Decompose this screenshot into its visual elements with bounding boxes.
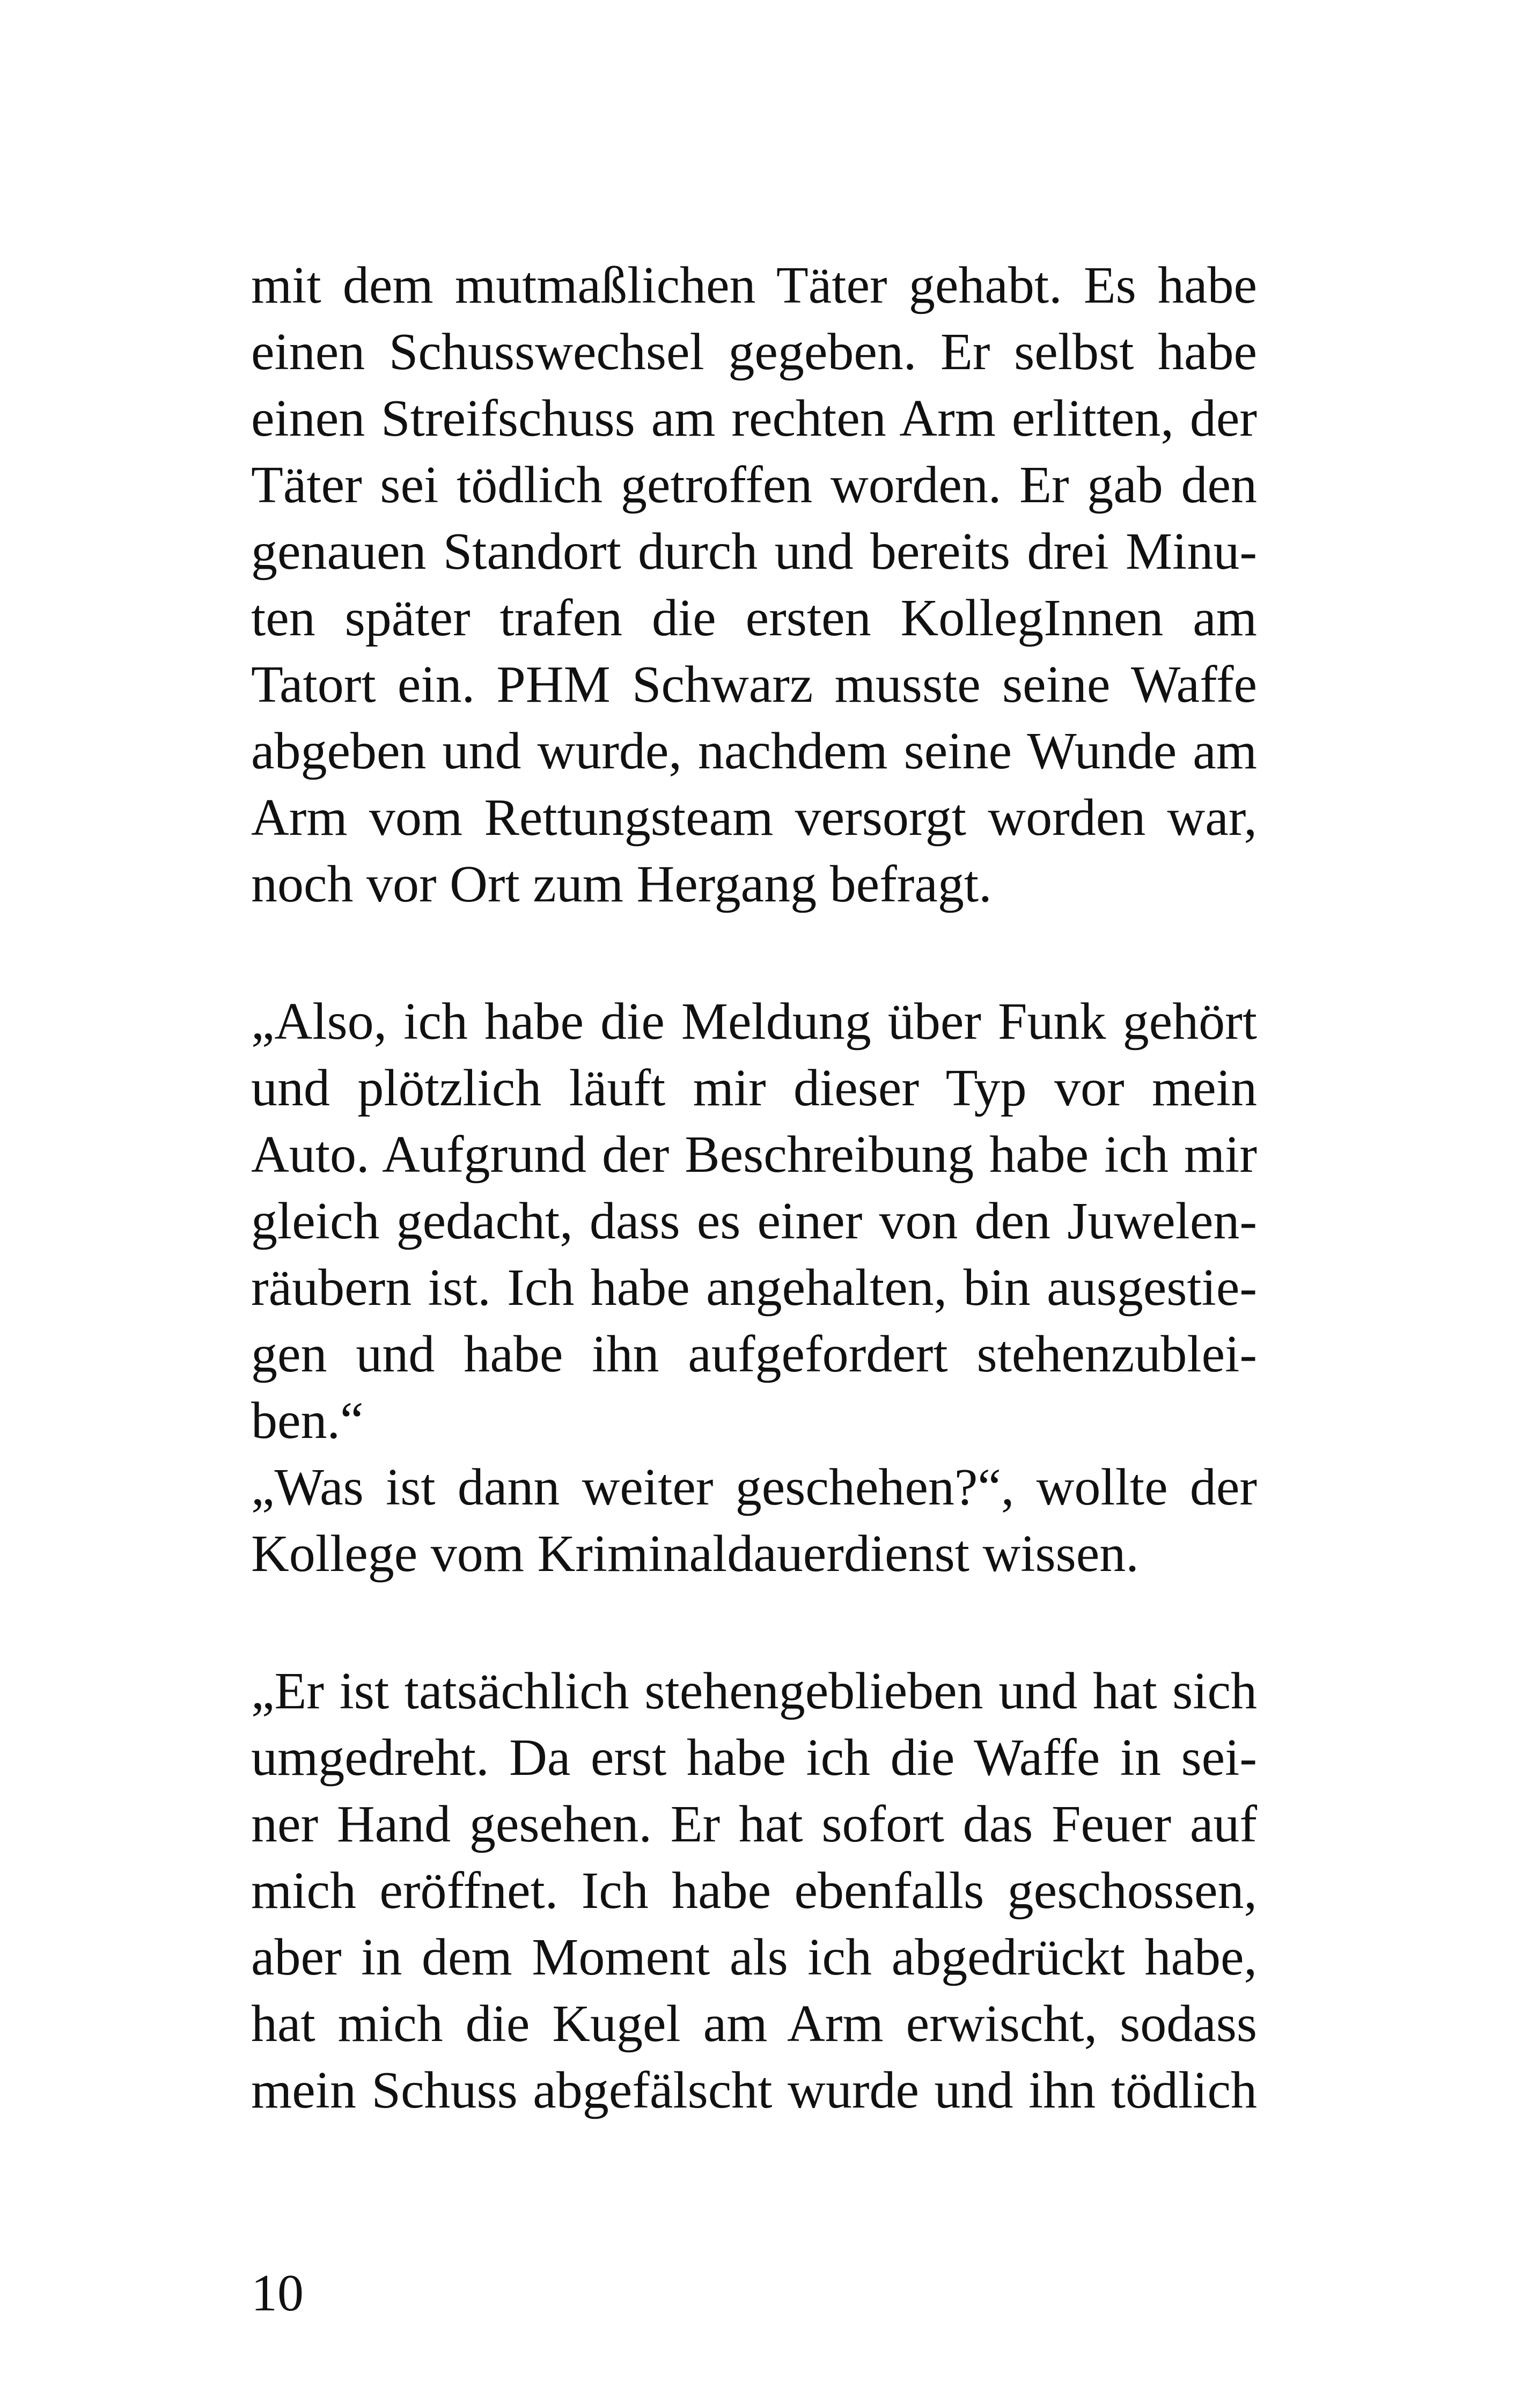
page-number: 10 [251, 2264, 304, 2322]
paragraph-2 [251, 988, 1257, 1587]
text-line: mein Schuss abgefälscht wurde und ihn tödlich [251, 2061, 1257, 2119]
text-line: räubern ist. Ich habe angehalten, bin ausgestie- [251, 1259, 1257, 1317]
text-line: „Also, ich habe die Meldung über Funk gehört [251, 993, 1257, 1051]
text-line: gleich gedacht, dass es einer von den Juwelen- [251, 1192, 1257, 1250]
paragraph-3 [251, 1658, 1257, 2124]
text-line: mich eröffnet. Ich habe ebenfalls geschossen, [251, 1862, 1257, 1920]
text-line: noch vor Ort zum Hergang befragt. [251, 855, 992, 913]
text-line: ben.“ [251, 1392, 364, 1450]
text-line: aber in dem Moment als ich abgedrückt habe, [251, 1928, 1257, 1986]
text-line: genauen Standort durch und bereits drei Minu- [251, 523, 1257, 581]
text-line: Kollege vom Kriminaldauerdienst wissen. [251, 1525, 1139, 1583]
text-line: gen und habe ihn aufgefordert stehenzublei- [251, 1325, 1257, 1383]
text-line: umgedreht. Da erst habe ich die Waffe in sei- [251, 1729, 1257, 1787]
text-line: einen Streifschuss am rechten Arm erlitten, der [251, 390, 1257, 447]
text-line: Arm vom Rettungsteam versorgt worden war, [251, 789, 1257, 847]
text-line: ten später trafen die ersten KollegInnen am [251, 589, 1257, 647]
text-line: Tatort ein. PHM Schwarz musste seine Waffe [251, 656, 1257, 714]
text-line: Auto. Aufgrund der Beschreibung habe ich mir [251, 1126, 1257, 1184]
text-line: abgeben und wurde, nachdem seine Wunde am [251, 722, 1257, 780]
text-line: „Was ist dann weiter geschehen?“, wollte der [251, 1458, 1257, 1516]
text-line: Täter sei tödlich getroffen worden. Er gab den [251, 456, 1257, 514]
text-line: und plötzlich läuft mir dieser Typ vor mein [251, 1059, 1257, 1117]
paragraph-1 [251, 252, 1257, 917]
text-line: mit dem mutmaßlichen Täter gehabt. Es habe [251, 256, 1257, 314]
text-line: ner Hand gesehen. Er hat sofort das Feuer auf [251, 1795, 1257, 1853]
text-line: „Er ist tatsächlich stehengeblieben und hat sich [251, 1662, 1257, 1720]
text-line: hat mich die Kugel am Arm erwischt, sodass [251, 1995, 1257, 2053]
text-line: einen Schusswechsel gegeben. Er selbst habe [251, 323, 1257, 381]
